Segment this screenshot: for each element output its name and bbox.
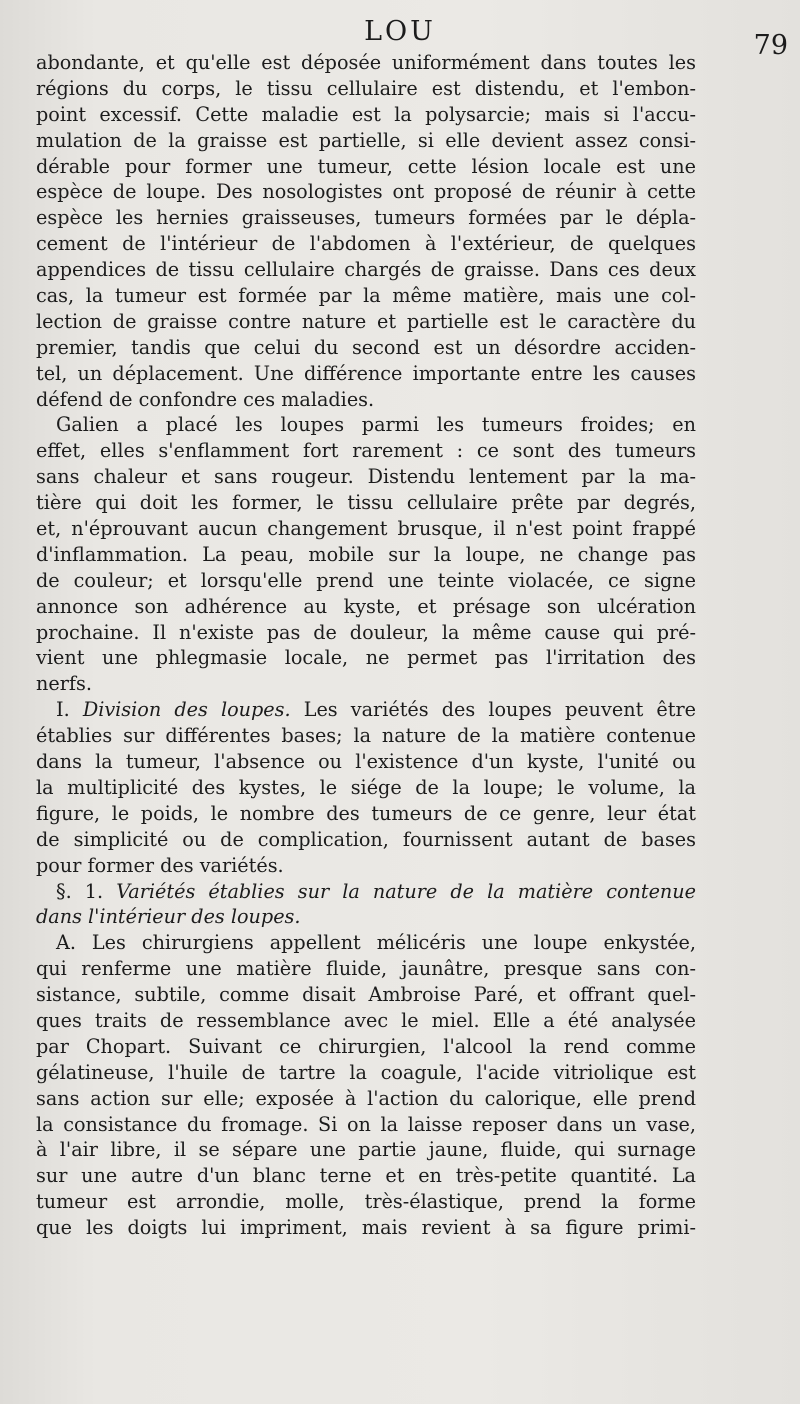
running-head: [0, 8, 800, 61]
italic-heading-text: Division des loupes.: [82, 698, 291, 722]
text-line: d'inflammation. La peau, mobile sur la loupe, ne change pas: [36, 542, 696, 566]
text-line: abondante, et qu'elle est déposée uniformément dans toutes les: [36, 51, 696, 74]
text-line: par Chopart. Suivant ce chirurgien, l'alcool la rend comme: [36, 1034, 696, 1058]
text-line: lection de graisse contre nature et partielle est le caractère du: [36, 309, 696, 333]
text-line: nerfs.: [36, 672, 92, 696]
section-heading-line: I. Division des loupes. Les variétés des loupes peuvent être: [56, 698, 696, 722]
text-line: sur une autre d'un blanc terne et en très-petite quantité. La: [36, 1164, 696, 1188]
text-line: défend de confondre ces maladies.: [36, 387, 375, 411]
text-line: figure, le poids, le nombre des tumeurs de ce genre, leur état: [36, 801, 696, 825]
text-line: ques traits de ressemblance avec le miel. Elle a été analysée: [36, 1008, 696, 1032]
text-line: gélatineuse, l'huile de tartre la coagule, l'acide vitriolique est: [36, 1060, 696, 1084]
text-line: premier, tandis que celui du second est un désordre acciden-: [36, 335, 696, 359]
text-line: de simplicité ou de complication, fournissent autant de bases: [36, 827, 696, 851]
text-line: cement de l'intérieur de l'abdomen à l'extérieur, de quelques: [36, 232, 696, 256]
running-title: LOU: [364, 16, 436, 47]
text-line: espèce les hernies graisseuses, tumeurs formées par le dépla-: [36, 206, 696, 230]
text-line: point excessif. Cette maladie est la polysarcie; mais si l'accu-: [36, 102, 696, 126]
text-line: cas, la tumeur est formée par la même matière, mais une col-: [36, 284, 696, 308]
text-line: la multiplicité des kystes, le siége de la loupe; le volume, la: [36, 775, 696, 799]
text-line: appendices de tissu cellulaire chargés de graisse. Dans ces deux: [36, 258, 696, 282]
text-line: dérable pour former une tumeur, cette lésion locale est une: [36, 154, 696, 178]
text-line: Galien a placé les loupes parmi les tumeurs froides; en: [56, 413, 696, 437]
text-line: régions du corps, le tissu cellulaire est distendu, et l'embon-: [36, 76, 696, 100]
body-text: [36, 50, 696, 1241]
text-line: sistance, subtile, comme disait Ambroise Paré, et offrant quel-: [36, 983, 696, 1007]
subsection-heading-continued: [36, 904, 696, 930]
text-line: établies sur différentes bases; la nature de la matière contenue: [36, 724, 696, 748]
text-line: tière qui doit les former, le tissu cellulaire prête par degrés,: [36, 491, 696, 515]
text-line: tumeur est arrondie, molle, très-élastique, prend la forme: [36, 1190, 696, 1214]
text-line: mulation de la graisse est partielle, si elle devient assez consi-: [36, 128, 696, 152]
text-line: sans chaleur et sans rougeur. Distendu lentement par la ma-: [36, 465, 696, 489]
text-line: que les doigts lui impriment, mais revient à sa figure primi-: [36, 1216, 696, 1240]
text-line: à l'air libre, il se sépare une partie jaune, fluide, qui surnage: [36, 1138, 696, 1162]
italic-heading-text: Variétés établies sur la nature de la matière contenue: [116, 879, 696, 903]
text-line: A. Les chirurgiens appellent mélicéris une loupe enkystée,: [56, 931, 696, 955]
text-line: annonce son adhérence au kyste, et présage son ulcération: [36, 594, 696, 618]
text-line: de couleur; et lorsqu'elle prend une teinte violacée, ce signe: [36, 568, 696, 592]
text-line: la consistance du fromage. Si on la laisse reposer dans un vase,: [36, 1112, 696, 1136]
page-number: 79: [753, 30, 788, 61]
text-line: effet, elles s'enflamment fort rarement : ce sont des tumeurs: [36, 439, 696, 463]
text-line: espèce de loupe. Des nosologistes ont proposé de réunir à cette: [36, 180, 696, 204]
text-line: dans la tumeur, l'absence ou l'existence d'un kyste, l'unité ou: [36, 750, 696, 774]
text-line: prochaine. Il n'existe pas de douleur, la même cause qui pré-: [36, 620, 696, 644]
text-line: tel, un déplacement. Une différence importante entre les causes: [36, 361, 696, 385]
text-line: sans action sur elle; exposée à l'action du calorique, elle prend: [36, 1086, 696, 1110]
text-line: pour former des variétés.: [36, 853, 284, 877]
text-line: vient une phlegmasie locale, ne permet pas l'irritation des: [36, 646, 696, 670]
subsection-heading: §. 1. Variétés établies sur la nature de la matière contenue: [56, 879, 696, 903]
text-line: et, n'éprouvant aucun changement brusque, il n'est point frappé: [36, 517, 696, 541]
italic-heading-text: dans l'intérieur des loupes.: [36, 905, 301, 929]
text-line: qui renferme une matière fluide, jaunâtre, presque sans con-: [36, 957, 696, 981]
